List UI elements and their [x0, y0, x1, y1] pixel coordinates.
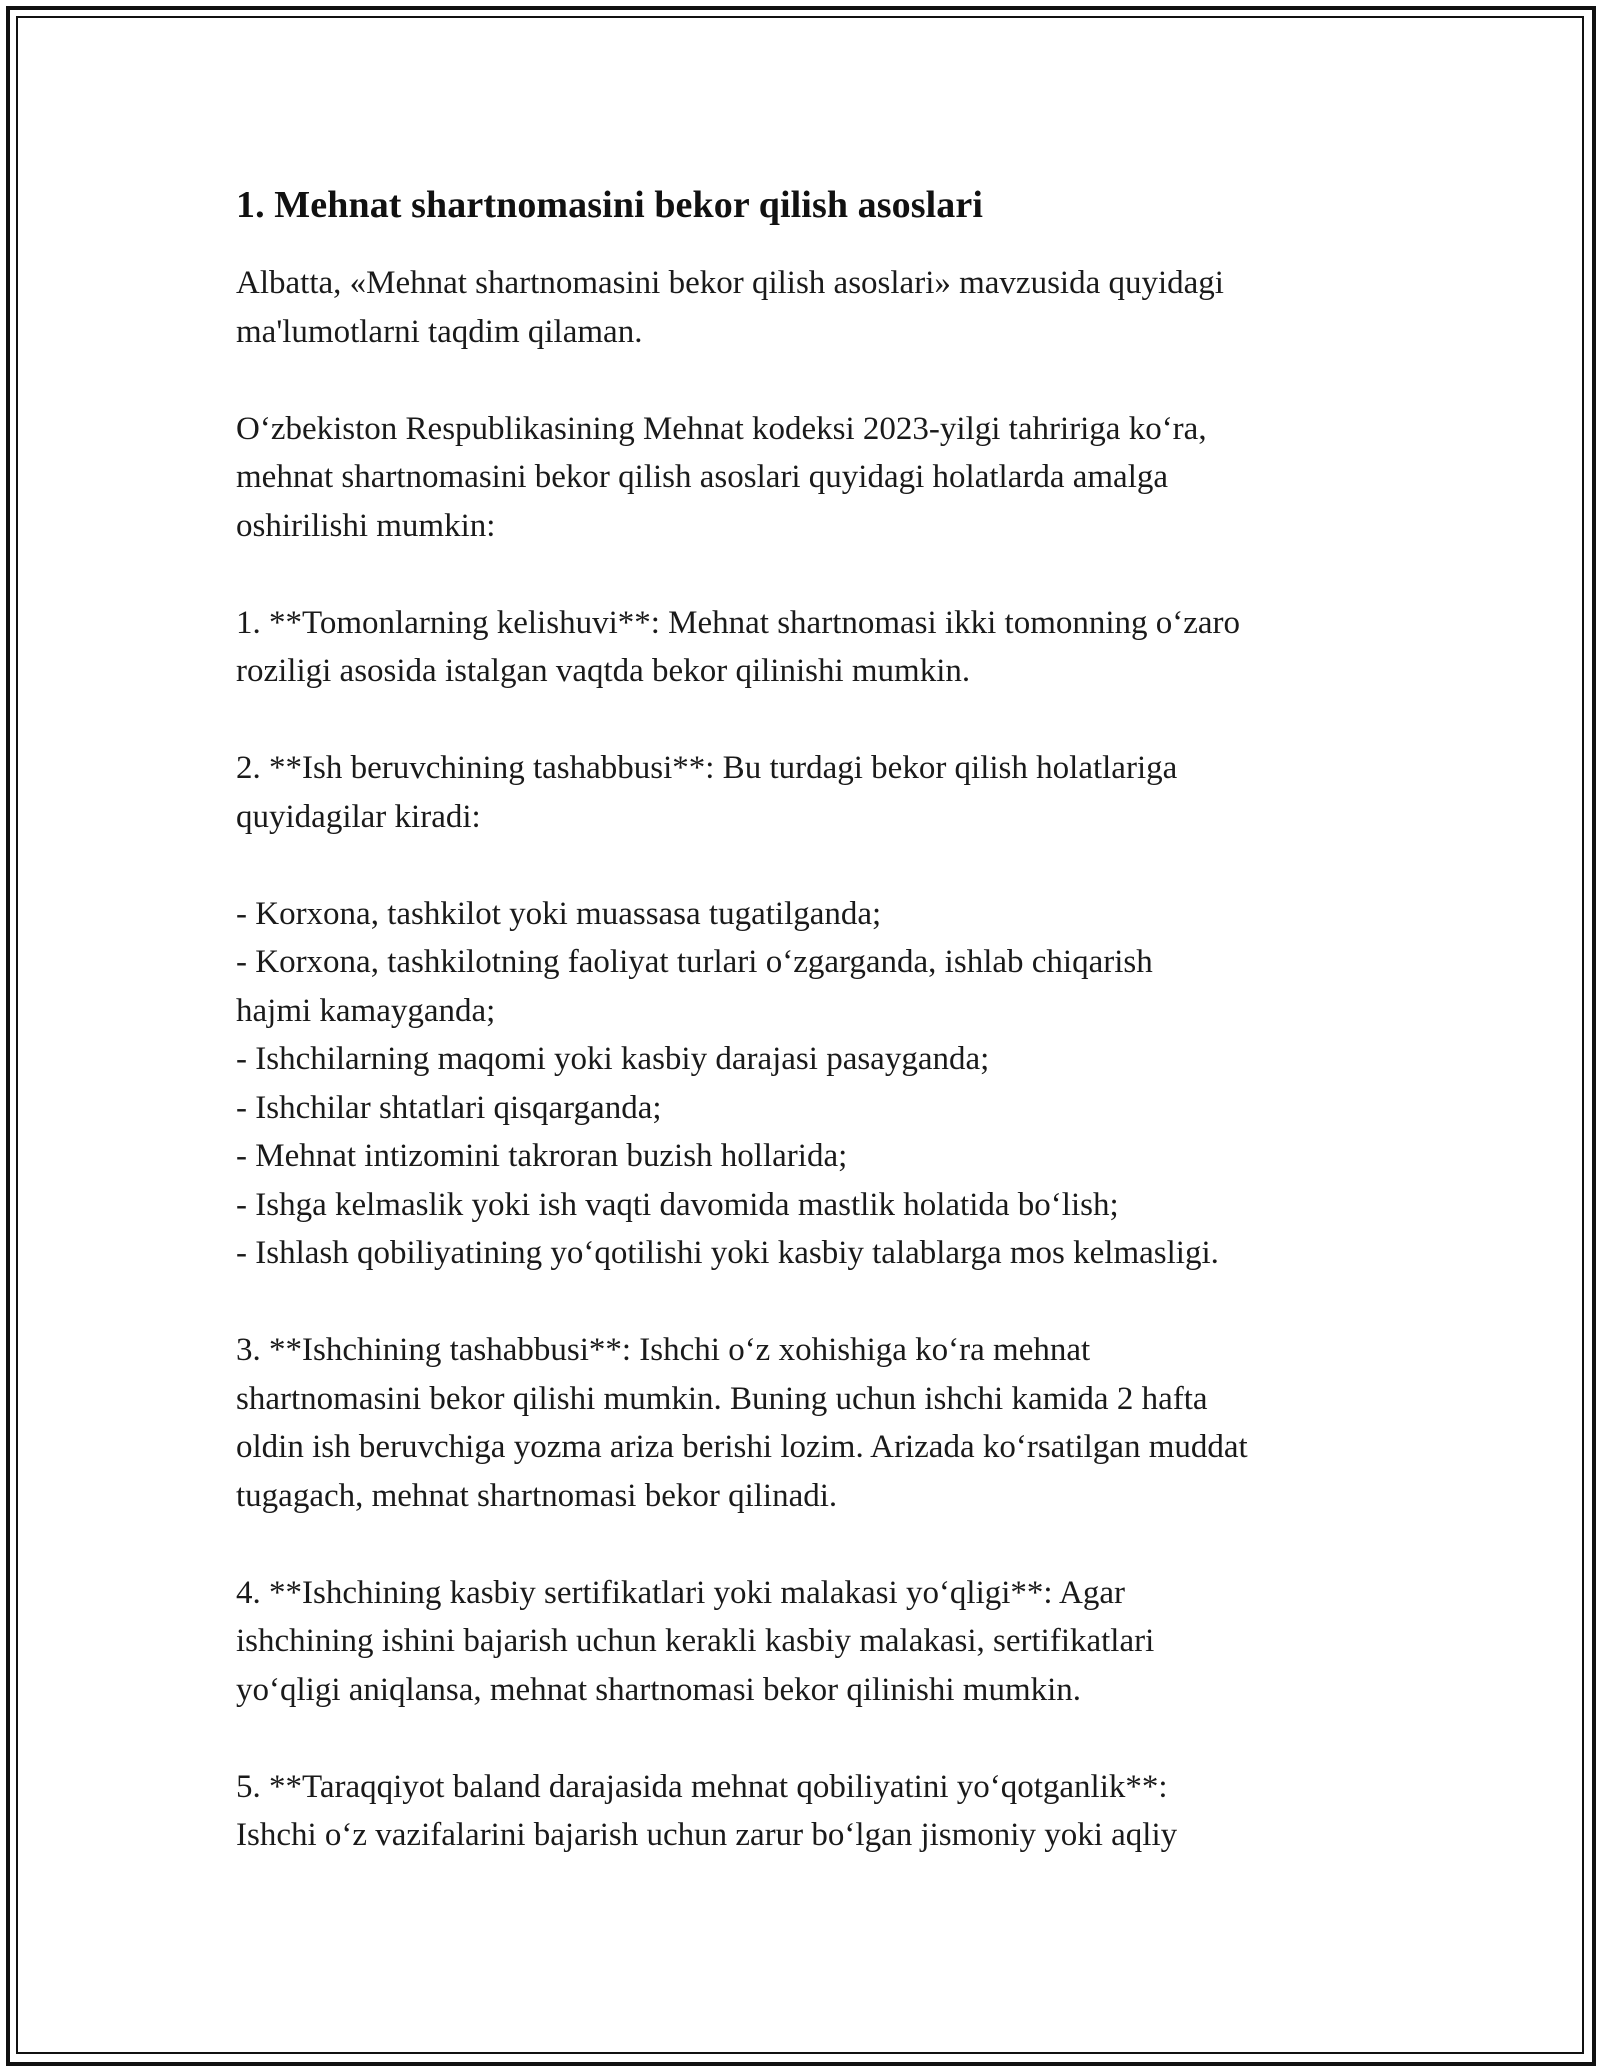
- paragraph-gap: [236, 696, 1376, 745]
- paragraph-gap: [236, 550, 1376, 599]
- list-item-2: 2. **Ish beruvchining tashabbusi**: Bu turdagi bekor qilish holatlariga quyidagilar kiradi:: [236, 750, 1178, 835]
- paragraph-gap: [236, 841, 1376, 890]
- list-item-5: 5. **Taraqqiyot baland darajasida mehnat qobiliyatini yo‘qotganlik**: Ishchi o‘z vazifalarini bajarish uchun zarur bo‘lgan jismoniy yoki aqliy: [236, 1768, 1178, 1853]
- intro-paragraph: Albatta, «Mehnat shartnomasini bekor qilish asoslari» mavzusida quyidagi ma'lumotlarni taqdim qilaman.: [236, 265, 1224, 350]
- list-item-3: 3. **Ishchining tashabbusi**: Ishchi o‘z xohishiga ko‘ra mehnat shartnomasini bekor qilishi mumkin. Buning uchun ishchi kamida 2 hafta oldin ish beruvchiga yozma ariza berishi lozim. Arizada ko‘rsatilgan muddat tugagach, mehnat shartnomasi bekor qilinadi.: [236, 1332, 1248, 1514]
- list-item-4: 4. **Ishchining kasbiy sertifikatlari yoki malakasi yo‘qligi**: Agar ishchining ishini bajarish uchun kerakli kasbiy malakasi, sertifikatlari yo‘qligi aniqlansa, mehnat shartnomasi bekor qilinishi mumkin.: [236, 1574, 1155, 1708]
- paragraph-gap: [236, 1520, 1376, 1569]
- paragraph-gap: [236, 356, 1376, 405]
- list-item-1: 1. **Tomonlarning kelishuvi**: Mehnat shartnomasi ikki tomonning o‘zaro roziligi asosida istalgan vaqtda bekor qilinishi mumkin.: [236, 604, 1241, 689]
- sub-list: - Korxona, tashkilot yoki muassasa tugatilganda; - Korxona, tashkilotning faoliyat turlari o‘zgarganda, ishlab chiqarish hajmi kamayganda; - Ishchilarning maqomi yoki kasbiy darajasi pasayganda; - Ishchilar shtatlari qisqarganda; - Mehnat intizomini takroran buzish hollarida; - Ishga kelmaslik yoki ish vaqti davomida mastlik holatida bo‘lish; - Ishlash qobiliyatining yo‘qotilishi yoki kasbiy talablarga mos kelmasligi.: [236, 895, 1219, 1271]
- paragraph-gap: [236, 1278, 1376, 1327]
- paragraph-gap: [236, 1714, 1376, 1763]
- document-title: 1. Mehnat shartnomasini bekor qilish asoslari: [236, 184, 984, 226]
- legal-context-paragraph: O‘zbekiston Respublikasining Mehnat kodeksi 2023-yilgi tahririga ko‘ra, mehnat shartnomasini bekor qilish asoslari quyidagi holatlarda amalga oshirilishi mumkin:: [236, 410, 1207, 544]
- document-body: [236, 180, 1376, 1860]
